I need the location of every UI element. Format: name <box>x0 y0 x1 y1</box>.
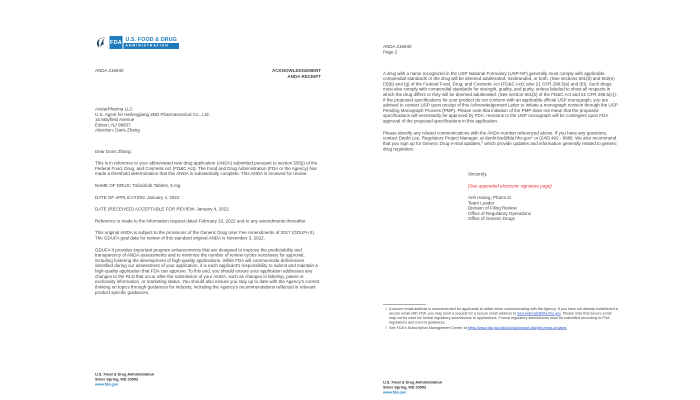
para-usp-compendial: A drug with a name recognized in the USP National Formulary (USP-NF) generally must comply with applicable compendial standards or the drug will be deemed adulterated, misbranded, or both. (See sections 501(b) and 502(e)(3)(b) and (g) of the Federal Food, Drug, and Cosmetic Act (FD&C Act); also 21 CFR 299.5(a) and (b)). Such drugs must also comply with compendial standards for strength, quality, and purity, unless labeled to show all respects in which the drug differs or they will be deemed adulterated. (See section 501(b) of the FD&C Act and 21 CFR 299.5(c)). If the proposed specifications for your product do not conform with an applicable official USP monograph, you are advised to contact USP upon receipt of this Acknowledgement Letter to initiate a monograph revision through the USP Pending Monograph Process (PMP). Please note that initiation of the PMP does not mean that the proposed specifications will necessarily be approved by FDA; revisions to the USP monograph will be contingent upon FDA approval of the proposed specifications in this application. <box>383 70 618 124</box>
address-attention-line: Attention: Daris Zhang <box>95 127 140 133</box>
footnote-1: 1 A secure email address is recommended for applicants to utilize when communicating with the Agency. If you have not already established a secure email with FDA, you may send a request for a secure email address to SecureEmail@fda.hhs.gov. Please note that secure email may not be used for formal regulatory submissions to applications. Formal regulatory submissions must be submitted according to FDA regulations and current guidances. <box>385 306 618 325</box>
footnote-ref-2: 2 <box>481 140 483 144</box>
application-date-line: DATE OF APPLICATION: January 4, 2022 <box>95 194 180 200</box>
para-reference: Reference is made to the information request dated February 10, 2022 and to any amendments thereafter. <box>95 218 307 224</box>
received-date-line: DATE (RECEIVED) ACCEPTABLE FOR REVIEW: January 4, 2022 <box>95 206 229 212</box>
fda-square-logo: FDA <box>110 36 123 49</box>
anda-number: ANDA 216940 <box>383 44 412 49</box>
signature-block <box>468 172 618 222</box>
drug-name-line: NAME OF DRUG: Tofacitinib Tablets, 5 mg <box>95 183 181 188</box>
electronic-signature-note: (See appended electronic signature page) <box>468 183 552 189</box>
footnote-divider <box>383 304 426 305</box>
fda-name-line1: U.S. FOOD & DRUG <box>125 36 177 43</box>
para-contact: Please identify any related communications with the ANDA number referenced above. If you have any questions, contact Danbi Lee, Regulatory Project Manager, at danbi.lee@fda.hhs.gov$^1$ or (240) 402 - 8986. We also recommend that you sign up for Generic Drug e-mail updates,$^2$ which provide updates and information generally related to generic drug regulation. <box>383 130 617 152</box>
signer-office2: Office of Generic Drugs <box>468 216 515 222</box>
fda-gov-link[interactable]: www.fda.gov <box>95 381 119 387</box>
signer-name: Anh Hoang, Pharm.D. <box>468 195 513 201</box>
page-footer <box>95 372 154 387</box>
letter-header-row <box>95 68 321 80</box>
footer-agency: U.S. Food & Drug Administration <box>383 380 443 385</box>
recipient-address-block <box>95 107 321 133</box>
letter-page-1 <box>85 10 345 394</box>
signer-division: Division of Filing Review <box>468 205 517 211</box>
footer-agency: U.S. Food & Drug Administration <box>95 372 155 377</box>
fda-name-line2: ADMINISTRATION <box>124 43 179 49</box>
address-line: AvstarPharma LLC <box>95 106 133 112</box>
secure-email-link[interactable]: SecureEmail@fda.hhs.gov <box>517 310 561 316</box>
address-line: U.S. Agent for Heilongjiang ZBD Pharmaceutical Co., Ltd. <box>95 111 210 117</box>
page-footer <box>383 380 442 394</box>
para-gdufa-goal: This original ANDA is subject to the provisions of the Generic Drug User Fee Amendments of 2017 (GDUFA II). The GDUFA goal date for review of this standard original ANDA is November 3, 2022. <box>95 230 316 241</box>
signer-title: Team Leader <box>468 200 495 206</box>
signer-office1: Office of Regulatory Operations <box>468 210 531 216</box>
para-gdufa-program: GDUFA II provides important program enhancements that are designed to improve the predictability and transparency of ANDA assessments and to minimize the number of review cycles necessary for approval, including fostering the development of high-quality applications. While FDA will communicate deficiencies identified during our assessment of your application, it is each applicant's responsibility to submit and maintain a high-quality application that FDA can approve. To this end, you should ensure your application addresses any changes to the RLD that occur after the submission of your ANDA, such as changes in labeling, patent or exclusivity information, or marketing status. You should also ensure you stay up to date with the Agency's current thinking on topics through guidances for industry, including the Agency's recommendations reflected in relevant product specific guidances. <box>95 247 320 295</box>
sincerely: Sincerely, <box>468 171 488 177</box>
footnotes-section <box>383 304 618 330</box>
footnote-ref-1: 1 <box>531 135 533 139</box>
fda-logo <box>95 36 345 49</box>
salutation: Dear Doris Zhang: <box>95 148 132 154</box>
footnote-2: 2 See FDA's Subscription Management Center at https://www.fda.gov/about-fda/contact-fda/get-email-updates. <box>385 325 568 330</box>
hhs-eagle-icon <box>95 36 107 49</box>
para-intro: This is in reference to your abbreviated new drug application (ANDA) submitted pursuant to section 505(j) of the Federal Food, Drug, and Cosmetic Act (FD&C Act). The Food and Drug Administration (FDA or the Agency) has made a threshold determination that this ANDA is substantially complete. This ANDA is received for review. <box>95 160 318 177</box>
fda-gov-link[interactable]: www.fda.gov <box>383 389 407 394</box>
address-line: 16 Mayfield Avenue <box>95 117 135 123</box>
acknowledgement-title: ACKNOWLEDGEMENT ANDA RECEIPT <box>272 68 321 79</box>
address-line: Edison, NJ 08837 <box>95 122 131 128</box>
page2-header <box>383 44 618 55</box>
anda-number: ANDA 216940 <box>95 68 124 73</box>
signer-details <box>468 195 618 221</box>
footer-address: Silver Spring, MD 20993 <box>383 384 427 390</box>
subscription-center-link[interactable]: https://www.fda.gov/about-fda/contact-fda/get-email-updates <box>467 325 567 330</box>
letter-page-2 <box>375 10 635 394</box>
page-number-label: Page 2 <box>383 49 398 55</box>
footer-address: Silver Spring, MD 20993 <box>95 376 139 382</box>
